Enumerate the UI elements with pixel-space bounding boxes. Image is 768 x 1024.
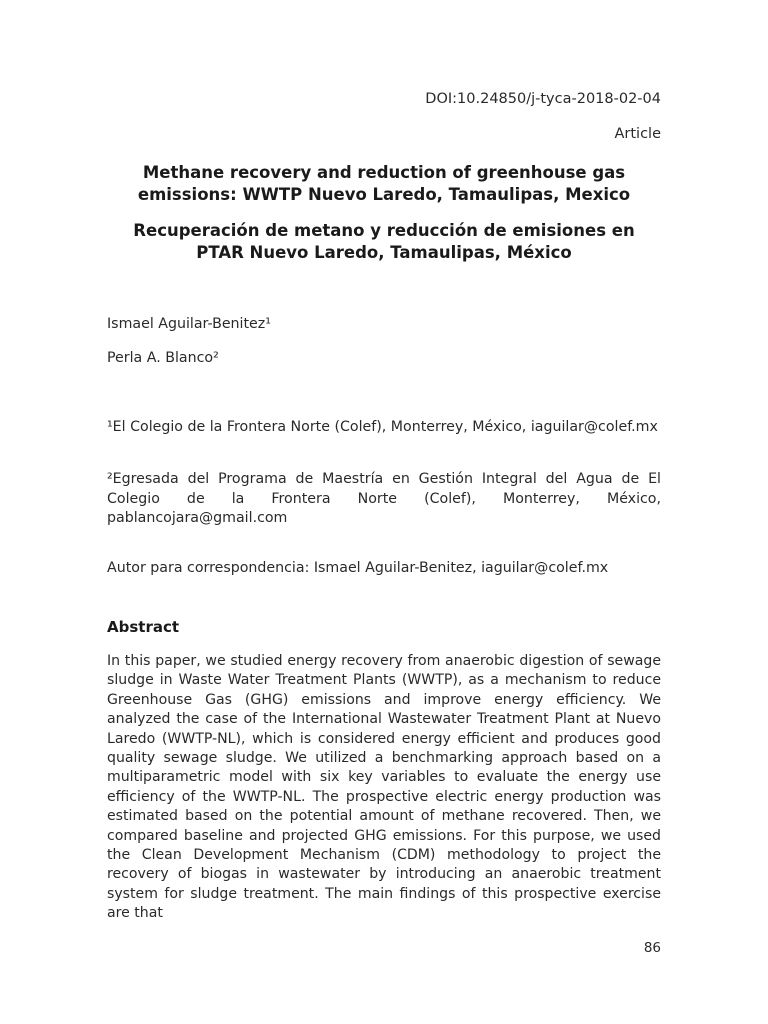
affiliation-2: ²Egresada del Programa de Maestría en Gestión Integral del Agua de El Colegio de la Frontera Norte (Colef), Monterrey, México, pablancojara@gmail.com	[107, 471, 661, 526]
affiliation-1: ¹El Colegio de la Frontera Norte (Colef), Monterrey, México, iaguilar@colef.mx	[107, 419, 658, 435]
author-2: Perla A. Blanco²	[107, 350, 219, 366]
abstract-body: In this paper, we studied energy recovery from anaerobic digestion of sewage sludge in Waste Water Treatment Plants (WWTP), as a mechanism to reduce Greenhouse Gas (GHG) emissions and improve energy efficiency. We analyzed the case of the International Wastewater Treatment Plant at Nuevo Laredo (WWTP-NL), which is considered energy efficient and produces good quality sewage sludge. We utilized a benchmarking approach based on a multiparametric model with six key variables to evaluate the energy use efficiency of the WWTP-NL. The prospective electric energy production was estimated based on the potential amount of methane recovered. Then, we compared baseline and projected GHG emissions. For this purpose, we used the Clean Development Mechanism (CDM) methodology to project the recovery of biogas in wastewater by introducing an anaerobic treatment system for sludge treatment. The main findings of this prospective exercise are that	[107, 653, 661, 922]
title-english: Methane recovery and reduction of greenhouse gas emissions: WWTP Nuevo Laredo, Tamaulipas, Mexico	[137, 163, 631, 204]
title-spanish: Recuperación de metano y reducción de emisiones en PTAR Nuevo Laredo, Tamaulipas, México	[133, 221, 635, 262]
abstract-heading: Abstract	[107, 618, 180, 636]
correspondence: Autor para correspondencia: Ismael Aguilar-Benitez, iaguilar@colef.mx	[107, 560, 609, 576]
article-type: Article	[614, 126, 661, 142]
author-1: Ismael Aguilar-Benitez¹	[107, 316, 271, 332]
page-number: 86	[643, 940, 661, 956]
doi: DOI:10.24850/j-tyca-2018-02-04	[425, 91, 661, 107]
